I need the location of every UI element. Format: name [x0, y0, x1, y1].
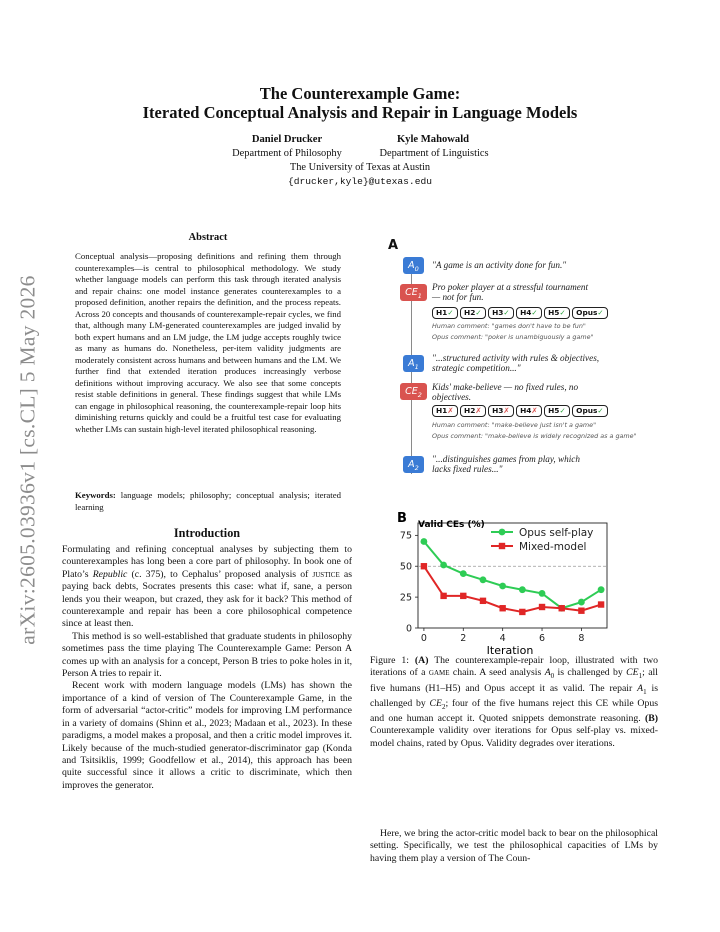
legend-marker	[499, 543, 505, 549]
node-a2: $A_2$	[403, 456, 424, 473]
data-point	[598, 586, 605, 593]
x-tick-label: 6	[539, 633, 546, 644]
ce2-judge-badges	[432, 405, 608, 417]
paper-title-line-2: Iterated Conceptual Analysis and Repair in Language Models	[142, 103, 578, 122]
caption-b-marker: (B)	[645, 713, 658, 724]
badge-h1: H1✗	[432, 405, 458, 417]
badge-opus: Opus✓	[572, 405, 607, 417]
data-point	[539, 604, 545, 610]
intro-p1-part-c: as paying back debts, Socrates presents this case: what if, sane, a person lends you their weapon, but crazed, they ask for it back? This method of counterexample and repair has been a core philosophical competence since at least then.	[62, 568, 353, 630]
republic-title: Republic	[92, 568, 128, 580]
data-point	[440, 593, 446, 599]
x-tick-label: 0	[420, 633, 427, 644]
intro-p1-part-a: Formulating and refining conceptual analyses by subjecting them to counterexamples has long been a core part of philosophy. In book one of Plato’s	[62, 544, 352, 580]
ce2-opus-comment: Opus comment: "make-believe is widely recognized as a game"	[432, 432, 637, 440]
badge-h4: H4✓	[516, 307, 542, 319]
author-2-name: Kyle Mahowald	[396, 134, 470, 145]
ce1-human-comment: Human comment: "games don't have to be fun"	[432, 322, 586, 330]
y-tick-label: 75	[399, 530, 412, 542]
node-ce1: $CE_1$	[400, 284, 427, 301]
intro-paragraph-3: Recent work with modern language models (LMs) has shown the importance of a kind of version of The Counterexample Game, in the form of adversarial “actor-critic” models for improving LM performance in a variety of domains (Shinn et al., 2023; Madaan et al., 2023). In these paradigms, a model makes a proposal, and then a critic model improves it. Likely because of the much-studied generator-discriminator gap (Konda and Tsitsiklis, 1999; Goodfellow et al., 2014), this approach has been quite successful since it allows a critic to discriminate, which then improves the generator.	[62, 680, 352, 791]
arxiv-identifier-text: arXiv:2605.03936v1 [cs.CL] 5 May 2026	[15, 275, 40, 645]
node-a0-text: "A game is an activity done for fun."	[432, 260, 567, 270]
introduction-body	[62, 544, 352, 792]
caption-a-marker: (A)	[414, 655, 429, 666]
intro-paragraph-2: This method is so well-established that graduate students in philosophy sometimes pass the time playing The Counterexample Game: Person A comes up with an analysis for a concept, Person B tries to poke holes in it, Person A tries to repair it.	[62, 630, 353, 680]
ce1-opus-comment: Opus comment: "poker is unambiguously a game"	[432, 333, 594, 341]
data-point	[480, 576, 487, 583]
legend-entry: Mixed-model	[519, 541, 587, 553]
chart-legend	[491, 527, 593, 553]
keywords-label: Keywords:	[75, 490, 116, 500]
arxiv-identifier	[8, 250, 48, 670]
figure-caption: Figure 1: (A) The counterexample-repair loop, illustrated with two iterations of a game chain. A seed analysis $A_0$ is challenged by $CE_1$; all five humans (H1–H5) and Opus accept it as valid. The repair $A_1$ is challenged by $CE_2$; four of the five humans reject this CE while Opus and one human accept it. Quoted snippets demonstrate reasoning. (B) Counterexample validity over iterations for Opus self-play vs. mixed-model chains, rated by Opus. Validity degrades over iterations.	[370, 655, 659, 749]
badge-h3: H3✗	[488, 405, 514, 417]
data-point	[598, 601, 604, 607]
data-point	[440, 562, 447, 569]
legend-entry: Opus self-play	[519, 527, 594, 539]
node-a1: $A_1$	[403, 355, 424, 372]
data-point	[578, 608, 584, 614]
data-point	[519, 586, 526, 593]
badge-h3: H3✓	[488, 307, 514, 319]
data-point	[559, 605, 565, 611]
figure-panel-b-label: B	[397, 511, 407, 526]
data-point	[578, 599, 585, 606]
author-2-department: Department of Linguistics	[379, 148, 489, 159]
data-point	[539, 590, 546, 597]
badge-h5: H5✓	[544, 307, 570, 319]
badge-h2: H2✓	[460, 307, 486, 319]
legend-marker	[499, 529, 506, 536]
validity-line-chart	[385, 508, 625, 656]
badge-h4: H4✗	[516, 405, 542, 417]
data-point	[421, 563, 427, 569]
abstract-heading: Abstract	[188, 232, 228, 243]
node-a2-text: "...distinguishes games from play, which lacks fixed rules..."	[432, 454, 580, 474]
affiliation: The University of Texas at Austin	[289, 162, 431, 173]
data-point	[499, 583, 506, 590]
x-tick-label: 4	[499, 633, 506, 644]
node-a1-text: "...structured activity with rules & objectives, strategic competition..."	[432, 353, 600, 373]
intro-p1-part-b: (c. 375), to Cephalus’ proposed analysis of	[127, 568, 313, 580]
game-term: game	[428, 667, 450, 679]
y-tick-label: 25	[399, 592, 412, 604]
data-point	[460, 593, 466, 599]
justice-term: justice	[312, 568, 340, 580]
badge-h2: H2✗	[460, 405, 486, 417]
data-point	[480, 598, 486, 604]
badge-h5: H5✓	[544, 405, 570, 417]
ce1-judge-badges	[432, 307, 608, 319]
figure-panel-a-label: A	[388, 238, 399, 253]
caption-label: Figure 1:	[370, 655, 409, 666]
abstract-text: Conceptual analysis—proposing definitions and refining them through counterexamples—is central to philosophical methodology. We study whether language models can perform this task through iterated analysis and repair chains: one model instance generates counterexamples to a proposed definition, another repairs the definition, and the process repeats. Across 20 concepts and thousands of counterexample-repair cycles, we find that, although many LM-generated counterexamples are judged invalid by both expert humans and an LM judge, the LM judge accepts roughly twice as many as humans do. Nonetheless, per-item validity judgments are moderately consistent across humans and between humans and the LM. We further find that extended iteration produces increasingly verbose definitions without improving accuracy. We also see that some concepts resist stable definitions in general. These findings suggest that while LMs can engage in philosophical reasoning, the counterexample-repair loop hits diminishing returns quickly and could be a fruitful test case for evaluating whether LMs can sustain high-level iterated philosophical reasoning.	[75, 251, 341, 434]
node-ce2-text: Kids' make-believe — no fixed rules, no objectives.	[432, 382, 579, 402]
data-point	[519, 609, 525, 615]
x-tick-label: 8	[578, 633, 585, 644]
data-point	[460, 570, 467, 577]
chart-title: Valid CEs (%)	[418, 520, 485, 530]
x-axis-label: Iteration	[486, 644, 534, 656]
x-tick-label: 2	[460, 633, 467, 644]
keywords	[75, 490, 341, 513]
introduction-heading: Introduction	[173, 526, 241, 540]
badge-opus: Opus✓	[572, 307, 607, 319]
right-column-text: Here, we bring the actor-critic model back to bear on the philosophical setting. Specifically, we test the philosophical capacities of LMs by having them play a version of The Coun-	[370, 828, 658, 864]
node-a0: $A_0$	[403, 257, 424, 274]
data-point	[421, 538, 428, 545]
author-1-name: Daniel Drucker	[251, 134, 323, 145]
author-email: {drucker,kyle}@utexas.edu	[288, 176, 432, 187]
right-column-paragraph	[370, 828, 658, 865]
intro-paragraph-1	[62, 544, 352, 631]
node-ce1-text: Pro poker player at a stressful tournament — not for fun.	[432, 282, 589, 302]
author-1-department: Department of Philosophy	[232, 148, 342, 159]
keywords-text: language models; philosophy; conceptual analysis; iterated learning	[75, 490, 341, 512]
badge-h1: H1✓	[432, 307, 458, 319]
paper-title-line-1: The Counterexample Game:	[259, 84, 461, 103]
node-ce2: $CE_2$	[400, 383, 427, 400]
y-tick-label: 0	[405, 623, 412, 635]
data-point	[499, 605, 505, 611]
y-tick-label: 50	[399, 561, 412, 573]
ce2-human-comment: Human comment: "make-believe just isn't a game"	[432, 421, 597, 429]
